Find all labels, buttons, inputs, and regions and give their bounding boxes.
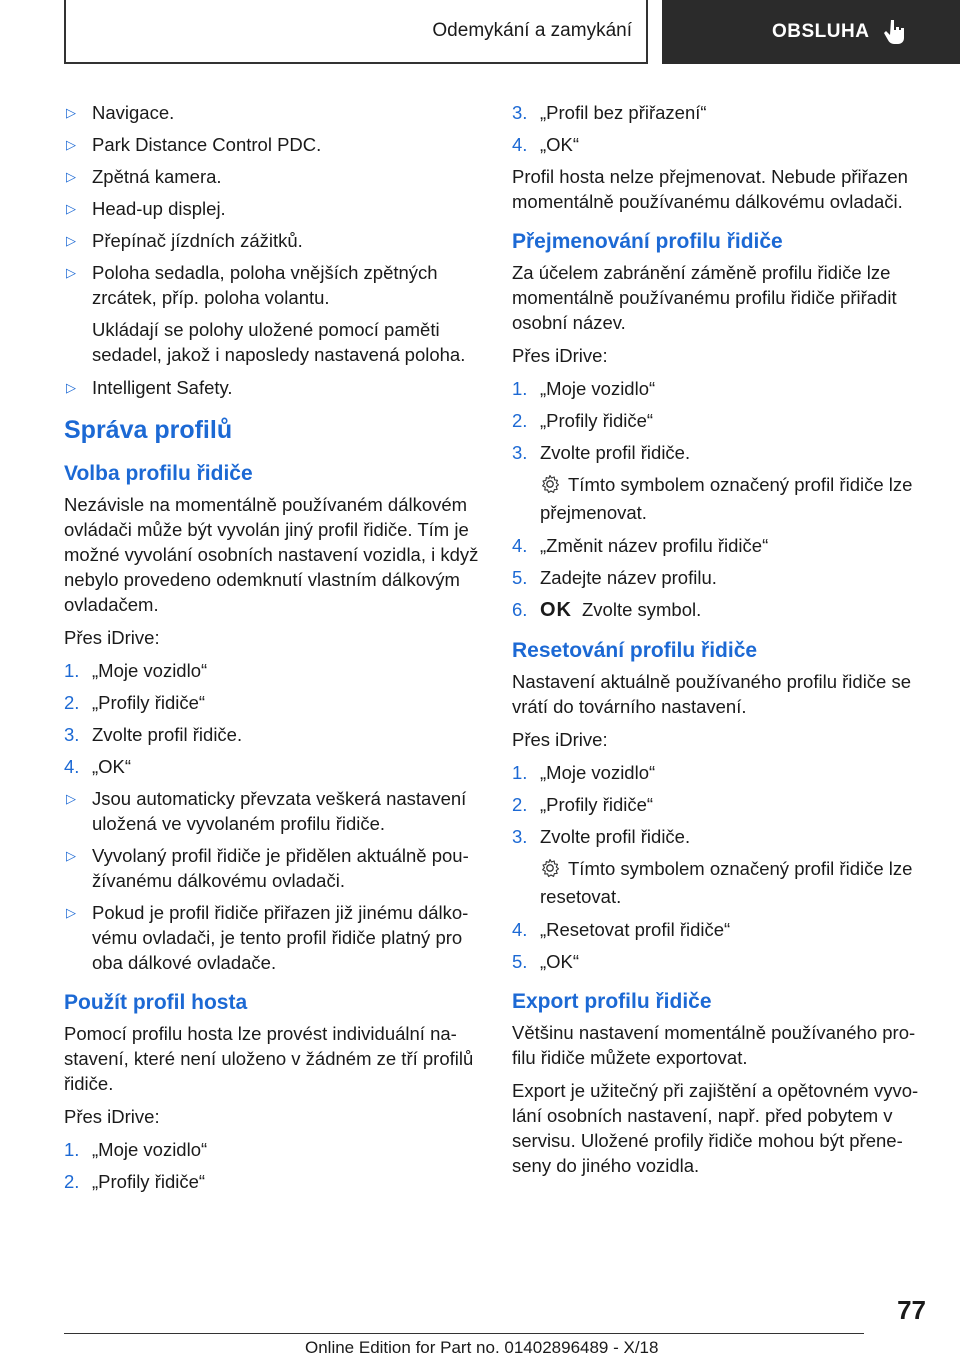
triangle-bullet-icon: ▷ (66, 905, 76, 920)
triangle-bullet-icon: ▷ (66, 265, 76, 280)
step-number: 4. (512, 134, 528, 155)
step-number: 1. (512, 762, 528, 783)
step-number: 1. (64, 1139, 80, 1160)
step-item: 3. Zvolte profil řidiče. (512, 442, 691, 463)
step-number: 2. (512, 794, 528, 815)
ok-icon: OK (540, 599, 572, 621)
step-number: 2. (64, 692, 80, 713)
chapter-tab (662, 0, 960, 64)
main-heading: Správa profilů (64, 416, 233, 444)
list-item: ▷ Head-up displej. (66, 198, 226, 219)
hand-pointer-icon (883, 18, 907, 46)
step-item: 5. Zadejte název profilu. (512, 567, 717, 588)
step-number: 5. (512, 951, 528, 972)
symbol-note: Tímto symbolem označený profil řidiče lze přejmenovat. (540, 474, 913, 523)
page-number: 77 (897, 1295, 926, 1325)
list-item: ▷ Zpětná kamera. (66, 166, 222, 187)
step-number: 3. (64, 724, 80, 745)
step-item: 3. Zvolte profil řidiče. (64, 724, 243, 745)
idrive-label: Přes iDrive: (512, 729, 608, 750)
step-number: 2. (64, 1171, 80, 1192)
step-item: 3. Zvolte profil řidiče. (512, 826, 691, 847)
right-column (512, 100, 928, 1186)
step-item: 2. „Profily řidiče“ (64, 692, 206, 713)
section-heading-select-profile: Volba profilu řidiče (64, 462, 253, 485)
step-item: 4. „OK“ (64, 756, 132, 777)
step-item: 1. „Moje vozidlo“ (64, 1139, 208, 1160)
paragraph: Pomocí profilu hosta lze provést individuální nastavení, které není uloženo v žádném ze tří profilů řidiče. (64, 1023, 474, 1094)
paragraph: Profil hosta nelze přejmenovat. Nebude přiřazen momentálně používanému dálkovému ovladači. (512, 166, 908, 212)
step-item: 2. „Profily řidiče“ (64, 1171, 206, 1192)
step-number: 3. (512, 102, 528, 123)
triangle-bullet-icon: ▷ (66, 169, 76, 184)
section-heading-export-profile: Export profilu řidiče (512, 990, 712, 1013)
paragraph: Většinu nastavení momentálně používaného profilu řidiče můžete exportovat. (512, 1022, 916, 1068)
step-number: 1. (512, 378, 528, 399)
step-item: 6. OK Zvolte symbol. (512, 599, 702, 621)
step-item: 4. „Změnit název profilu řidiče“ (512, 535, 769, 556)
step-item: 5. „OK“ (512, 951, 580, 972)
list-item: ▷ Navigace. (66, 102, 175, 123)
section-heading-rename-profile: Přejmenování profilu řidiče (512, 230, 783, 253)
footer-divider (64, 1333, 864, 1334)
step-number: 6. (512, 599, 528, 620)
gear-icon (540, 474, 560, 500)
triangle-bullet-icon: ▷ (66, 791, 76, 806)
step-item: 2. „Profily řidiče“ (512, 410, 654, 431)
triangle-bullet-icon: ▷ (66, 105, 76, 120)
paragraph: Nastavení aktuálně používaného profilu řidiče se vrátí do továrního nastavení. (512, 671, 912, 717)
idrive-label: Přes iDrive: (64, 1106, 160, 1127)
list-item: ▷ Park Distance Control PDC. (66, 134, 322, 155)
list-item: ▷ Přepínač jízdních zážitků. (66, 230, 303, 251)
triangle-bullet-icon: ▷ (66, 380, 76, 395)
chapter-title: OBSLUHA (772, 21, 870, 42)
section-heading-guest-profile: Použít profil hosta (64, 991, 248, 1014)
triangle-bullet-icon: ▷ (66, 137, 76, 152)
triangle-bullet-icon: ▷ (66, 848, 76, 863)
section-header (64, 0, 648, 64)
paragraph: Nezávisle na momentálně používaném dálkovém ovládači může být vyvolán jiný profil řidiče. Tím je možné vyvolání osobních nastavení vozidla, i když nebylo provedeno odemknutí vlastním dálkovým ovladačem. (64, 494, 479, 615)
triangle-bullet-icon: ▷ (66, 233, 76, 248)
section-title: Odemykání a zamykání (432, 20, 632, 41)
symbol-note: Tímto symbolem označený profil řidiče lze resetovat. (540, 858, 913, 907)
list-item: ▷ Poloha sedadla, poloha vnějších zpětných zrcátek, příp. poloha volantu. (66, 262, 438, 308)
list-item: ▷ Intelligent Safety. (66, 377, 233, 398)
step-number: 4. (512, 535, 528, 556)
step-item: 2. „Profily řidiče“ (512, 794, 654, 815)
footer-edition: Online Edition for Part no. 01402896489 - X/18 (305, 1338, 659, 1357)
step-number: 4. (512, 919, 528, 940)
bullet-note: Ukládají se polohy uložené pomocí paměti sedadel, jakož i naposledy nastavená poloha. (92, 319, 466, 365)
step-item: 1. „Moje vozidlo“ (512, 378, 656, 399)
paragraph: Export je užitečný při zajištění a opětovném vyvolání osobních nastavení, např. před pobytem v servisu. Uložené profily řidiče mohou být přeneseny do jiného vozidla. (512, 1080, 919, 1176)
idrive-label: Přes iDrive: (512, 345, 608, 366)
step-item: 4. „OK“ (512, 134, 580, 155)
step-number: 3. (512, 442, 528, 463)
step-number: 5. (512, 567, 528, 588)
section-heading-reset-profile: Resetování profilu řidiče (512, 639, 758, 662)
step-number: 1. (64, 660, 80, 681)
list-item: ▷ Vyvolaný profil řidiče je přidělen aktuálně používanému dálkovému ovladači. (66, 845, 469, 891)
left-column (64, 100, 480, 1201)
step-number: 4. (64, 756, 80, 777)
step-item: 1. „Moje vozidlo“ (64, 660, 208, 681)
triangle-bullet-icon: ▷ (66, 201, 76, 216)
list-item: ▷ Jsou automaticky převzata veškerá nastavení uložená ve vyvolaném profilu řidiče. (66, 788, 467, 834)
paragraph: Za účelem zabránění záměně profilu řidiče lze momentálně používanému profilu řidiče přiřadit osobní název. (512, 262, 897, 333)
step-number: 2. (512, 410, 528, 431)
idrive-label: Přes iDrive: (64, 627, 160, 648)
gear-icon (540, 858, 560, 884)
list-item: ▷ Pokud je profil řidiče přiřazen již jinému dálkovému ovladači, je tento profil řidiče platný pro oba dálkové ovladače. (66, 902, 469, 973)
step-item: 4. „Resetovat profil řidiče“ (512, 919, 731, 940)
step-number: 3. (512, 826, 528, 847)
step-item: 1. „Moje vozidlo“ (512, 762, 656, 783)
step-item: 3. „Profil bez přiřazení“ (512, 102, 707, 123)
